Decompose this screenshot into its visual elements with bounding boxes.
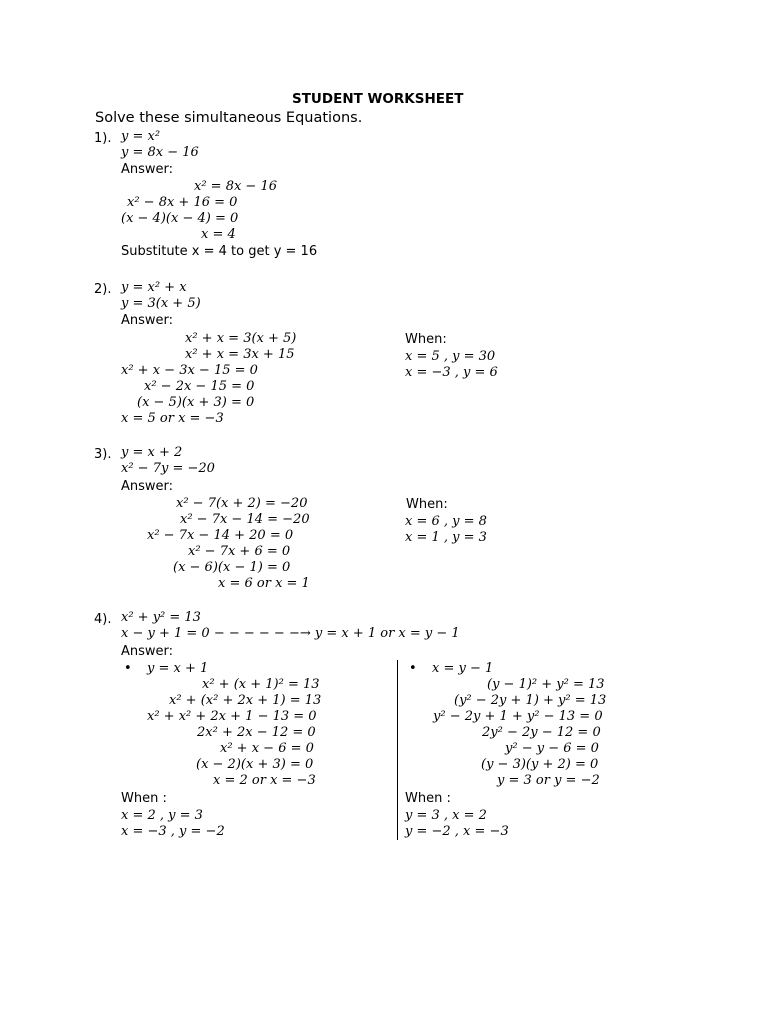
q3-when-result: x = 1 , y = 3 [405, 530, 487, 545]
q4-left-step: x = 2 or x = −3 [213, 773, 316, 788]
q4-right-step: y² − y − 6 = 0 [505, 741, 599, 756]
q4-left-step: x² + (x + 1)² = 13 [202, 677, 320, 692]
q1-answer-label: Answer: [121, 162, 174, 177]
q4-answer-label: Answer: [121, 644, 174, 659]
q1-conclusion: Substitute x = 4 to get y = 16 [121, 244, 318, 259]
q3-step: x² − 7x − 14 = −20 [180, 512, 310, 527]
instruction: Solve these simultaneous Equations. [95, 110, 363, 126]
q4-left-step: x² + x − 6 = 0 [220, 741, 314, 756]
q1-step: x² − 8x + 16 = 0 [127, 195, 238, 210]
q4-right-when-label: When : [405, 791, 451, 806]
q1-number: 1). [94, 131, 112, 146]
q4-left-step: 2x² + 2x − 12 = 0 [197, 725, 316, 740]
q4-right-step: (y − 3)(y + 2) = 0 [481, 757, 599, 772]
q1-equation-2: y = 8x − 16 [121, 145, 199, 160]
q3-step: x² − 7x + 6 = 0 [188, 544, 291, 559]
q3-equation-2: x² − 7y = −20 [121, 461, 215, 476]
q2-answer-label: Answer: [121, 313, 174, 328]
q4-right-step: (y − 1)² + y² = 13 [487, 677, 605, 692]
q4-left-step: x² + (x² + 2x + 1) = 13 [169, 693, 322, 708]
q2-step: (x − 5)(x + 3) = 0 [137, 395, 255, 410]
q3-answer-label: Answer: [121, 479, 174, 494]
q4-right-when-result: y = −2 , x = −3 [405, 824, 509, 839]
q2-number: 2). [94, 282, 112, 297]
q2-step: x² + x = 3x + 15 [185, 347, 295, 362]
q4-number: 4). [94, 612, 112, 627]
q4-equation-1: x² + y² = 13 [121, 610, 201, 625]
q4-right-step: y² − 2y + 1 + y² − 13 = 0 [433, 709, 603, 724]
q4-right-step: y = 3 or y = −2 [497, 773, 600, 788]
q1-step: x² = 8x − 16 [194, 179, 278, 194]
q2-equation-1: y = x² + x [121, 280, 187, 295]
q3-step: x = 6 or x = 1 [218, 576, 310, 591]
q2-equation-2: y = 3(x + 5) [121, 296, 201, 311]
q2-step: x² + x − 3x − 15 = 0 [121, 363, 258, 378]
q4-left-step: (x − 2)(x + 3) = 0 [196, 757, 314, 772]
page-title: STUDENT WORKSHEET [292, 91, 464, 107]
q3-step: x² − 7(x + 2) = −20 [176, 496, 308, 511]
q3-when-label: When: [406, 497, 448, 512]
q4-right-step: (y² − 2y + 1) + y² = 13 [454, 693, 607, 708]
q1-step: x = 4 [201, 227, 236, 242]
q4-left-when-label: When : [121, 791, 167, 806]
q4-right-step: 2y² − 2y − 12 = 0 [482, 725, 601, 740]
q4-right-head: x = y − 1 [432, 661, 494, 676]
q3-step: x² − 7x − 14 + 20 = 0 [147, 528, 294, 543]
q4-left-step: x² + x² + 2x + 1 − 13 = 0 [147, 709, 317, 724]
q3-step: (x − 6)(x − 1) = 0 [173, 560, 291, 575]
q4-left-head: y = x + 1 [147, 661, 209, 676]
q2-step: x = 5 or x = −3 [121, 411, 224, 426]
q1-equation-1: y = x² [121, 129, 161, 144]
q3-number: 3). [94, 447, 112, 462]
bullet: • [409, 661, 417, 676]
q3-when-result: x = 6 , y = 8 [405, 514, 487, 529]
q2-when-label: When: [405, 332, 447, 347]
q2-when-result: x = 5 , y = 30 [405, 349, 496, 364]
bullet: • [124, 661, 132, 676]
q4-equation-2: x − y + 1 = 0 − − − − − −→ y = x + 1 or x = y − 1 [121, 626, 460, 641]
q4-left-when-result: x = 2 , y = 3 [121, 808, 203, 823]
q2-step: x² + x = 3(x + 5) [185, 331, 297, 346]
column-divider [397, 660, 398, 840]
q2-step: x² − 2x − 15 = 0 [144, 379, 255, 394]
q1-step: (x − 4)(x − 4) = 0 [121, 211, 239, 226]
q4-left-when-result: x = −3 , y = −2 [121, 824, 225, 839]
q2-when-result: x = −3 , y = 6 [405, 365, 498, 380]
q4-right-when-result: y = 3 , x = 2 [405, 808, 487, 823]
q3-equation-1: y = x + 2 [121, 445, 183, 460]
